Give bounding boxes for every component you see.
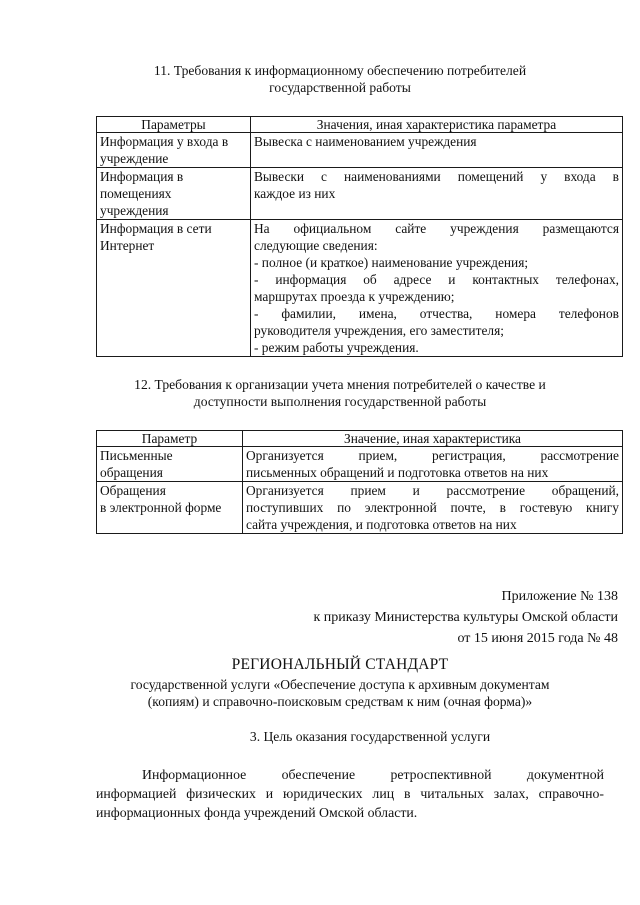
- value-text: - информация об адресе и контактных телефонах,: [254, 272, 619, 287]
- paragraph-line: Информационное обеспечение ретроспективной документной: [142, 767, 604, 782]
- section-11-heading: [60, 62, 620, 96]
- value-text: поступивших по электронной почте, в гостевую книгу: [246, 500, 619, 515]
- value-text: письменных обращений и подготовка ответов на них: [246, 465, 549, 480]
- section-3-heading: [90, 728, 640, 745]
- appendix-block: [314, 586, 619, 649]
- section-3-heading-text: 3. Цель оказания государственной услуги: [249, 729, 491, 744]
- value-cell: [251, 133, 623, 168]
- value-text: Организуется прием, регистрация, рассмотрение: [246, 448, 619, 463]
- appendix-order-date: от 15 июня 2015 года № 48: [457, 631, 618, 646]
- param-text: Письменные: [100, 448, 173, 463]
- paragraph-line: информационных фонда учреждений Омской области.: [96, 805, 418, 820]
- param-text: обращения: [100, 465, 163, 480]
- param-cell: [97, 447, 243, 482]
- value-text: маршрутах проезда к учреждению;: [254, 289, 455, 304]
- table-row: [97, 220, 623, 357]
- column-header-values: Значения, иная характеристика параметра: [251, 117, 623, 133]
- info-requirements-table: [96, 116, 623, 357]
- param-text: Информация в: [100, 169, 184, 184]
- standard-subtitle-line1: государственной услуги «Обеспечение доступа к архивным документам: [130, 677, 550, 692]
- section-11-heading-line2: государственной работы: [269, 80, 411, 95]
- table-header-row: [97, 117, 623, 133]
- param-text: Информация в сети: [100, 221, 212, 236]
- param-cell: [97, 220, 251, 357]
- param-text: Обращения: [100, 483, 166, 498]
- value-text: Вывеска с наименованием учреждения: [254, 134, 477, 149]
- value-text: следующие сведения:: [254, 238, 378, 253]
- table-header-row: [97, 431, 623, 447]
- value-text: - фамилии, имена, отчества, номера телефонов: [254, 306, 619, 321]
- section-3-paragraph: [96, 765, 604, 822]
- section-12-heading-line1: 12. Требования к организации учета мнения потребителей о качестве и: [134, 377, 546, 392]
- standard-title-block: [60, 656, 620, 710]
- table-row: [97, 447, 623, 482]
- table-row: [97, 168, 623, 220]
- value-text: каждое из них: [254, 186, 336, 201]
- standard-subtitle-line2: (копиям) и справочно-поисковым средствам к ним (очная форма)»: [147, 694, 533, 709]
- param-cell: [97, 133, 251, 168]
- value-text: Вывески с наименованиями помещений у входа в: [254, 169, 619, 184]
- column-header-value: Значение, иная характеристика: [243, 431, 623, 447]
- section-12-heading-line2: доступности выполнения государственной работы: [193, 394, 487, 409]
- param-text: учреждение: [100, 151, 169, 166]
- section-11-heading-line1: 11. Требования к информационному обеспечению потребителей: [153, 63, 527, 78]
- feedback-requirements-table: [96, 430, 623, 534]
- value-text: руководителя учреждения, его заместителя;: [254, 323, 504, 338]
- param-cell: [97, 168, 251, 220]
- param-text: Информация у входа в: [100, 134, 229, 149]
- section-12-heading: [60, 376, 620, 410]
- param-cell: [97, 482, 243, 534]
- value-text: Организуется прием и рассмотрение обращений,: [246, 483, 619, 498]
- table-row: [97, 482, 623, 534]
- value-text: сайта учреждения, и подготовка ответов на них: [246, 517, 517, 532]
- appendix-number: Приложение № 138: [501, 589, 618, 604]
- param-text: учреждения: [100, 203, 169, 218]
- value-text: На официальном сайте учреждения размещаются: [254, 221, 619, 236]
- column-header-parameters: Параметры: [97, 117, 251, 133]
- appendix-order-ref: к приказу Министерства культуры Омской области: [313, 610, 618, 625]
- param-text: помещениях: [100, 186, 172, 201]
- value-cell: [243, 482, 623, 534]
- column-header-parameter: Параметр: [97, 431, 243, 447]
- standard-title: РЕГИОНАЛЬНЫЙ СТАНДАРТ: [231, 656, 449, 673]
- value-cell: [251, 220, 623, 357]
- value-text: - режим работы учреждения.: [254, 340, 419, 355]
- table-row: [97, 133, 623, 168]
- value-cell: [251, 168, 623, 220]
- param-text: Интернет: [100, 238, 155, 253]
- value-text: - полное (и краткое) наименование учреждения;: [254, 255, 529, 270]
- value-cell: [243, 447, 623, 482]
- param-text: в электронной форме: [100, 500, 222, 515]
- paragraph-line: информацией физических и юридических лиц в читальных залах, справочно-: [96, 786, 604, 801]
